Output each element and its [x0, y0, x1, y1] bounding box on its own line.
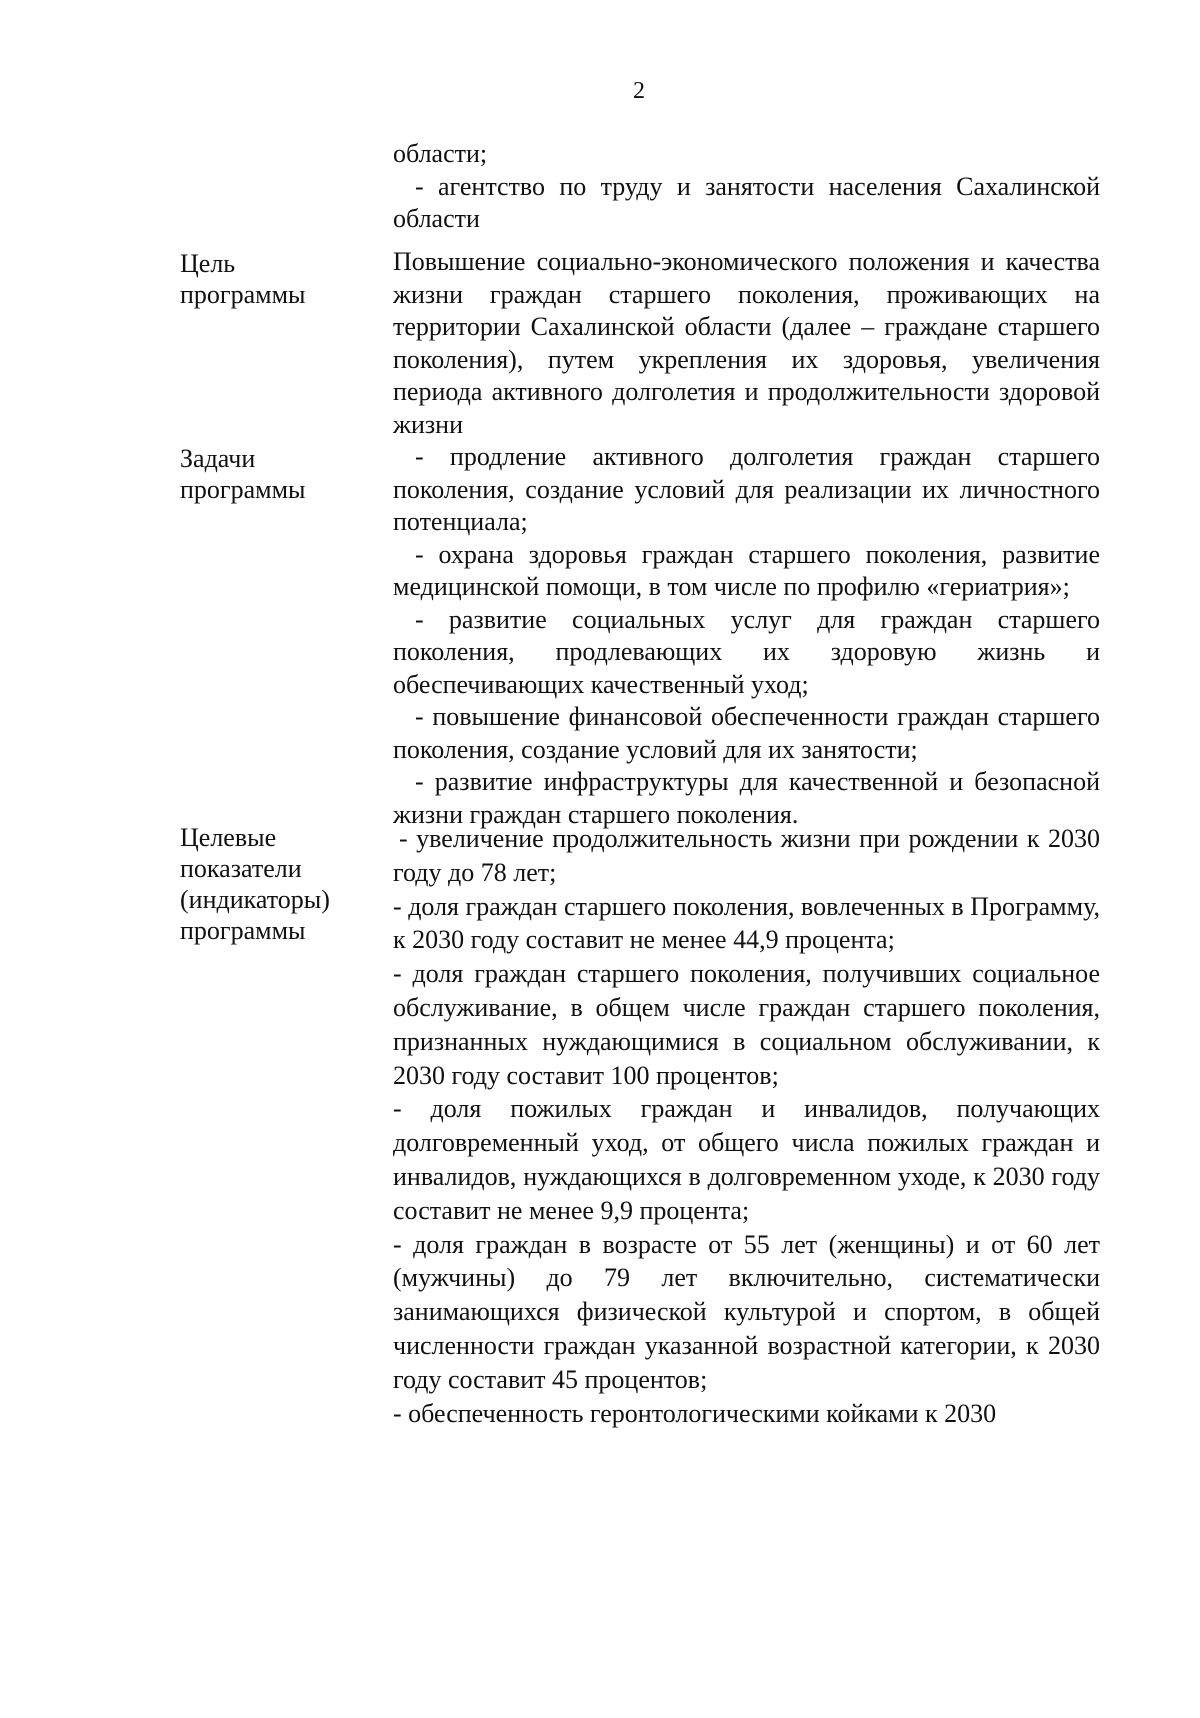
goal-paragraph: Повышение социально-экономического положения и качества жизни граждан старшего поколения, проживающих на территории Сахалинской области (далее – граждане старшего поколения), путем укрепления их здоровья, увеличения периода активного долголетия и продолжительности здоровой жизни [393, 247, 1100, 439]
task-item-2: - охрана здоровья граждан старшего поколения, развитие медицинской помощи, в том числе по профилю «гериатрия»; [393, 539, 1100, 601]
indicator-item-5: - доля граждан в возрасте от 55 лет (женщины) и от 60 лет (мужчины) до 79 лет включительно, систематически занимающихся физической культурой и спортом, в общей численности граждан указанной возрастной категории, к 2030 году составит 45 процентов; [393, 1229, 1100, 1394]
task-item-1: - продление активного долголетия граждан старшего поколения, создание условий для реализации их личностного потенциала; [393, 442, 1100, 536]
task-item-3: - развитие социальных услуг для граждан старшего поколения, продлевающих их здоровую жизнь и обеспечивающих качественный уход; [393, 604, 1100, 699]
indicator-item-2: - доля граждан старшего поколения, вовлеченных в Программу, к 2030 году составит не менее 44,9 процента; [393, 891, 1100, 955]
page-number: 2 [633, 78, 645, 104]
indicator-item-3: - доля граждан старшего поколения, получивших социальное обслуживание, в общем числе граждан старшего поколения, признанных нуждающимися в социальном обслуживании, к 2030 году составит 100 процентов; [393, 959, 1100, 1090]
task-item-5: - развитие инфраструктуры для качественной и безопасной жизни граждан старшего поколения. [393, 767, 1100, 829]
indicator-item-4: - доля пожилых граждан и инвалидов, получающих долговременный уход, от общего числа пожилых граждан и инвалидов, нуждающихся в долговременном уходе, к 2030 году составит не менее 9,9 процента; [393, 1094, 1100, 1225]
intro-line-1: области; [393, 139, 488, 168]
section-content-indicators [393, 822, 1100, 1430]
intro-line-2: - агентство по труду и занятости населения Сахалинской области [393, 171, 1100, 233]
section-content-goal [393, 246, 1100, 441]
section-label-goal: Цель программы [180, 249, 306, 309]
section-label-indicators: Целевые показатели (индикаторы) программы [180, 823, 330, 945]
section-label-tasks: Задачи программы [180, 444, 306, 504]
intro-content [393, 138, 1100, 236]
task-item-4: - повышение финансовой обеспеченности граждан старшего поколения, создание условий для их занятости; [393, 702, 1100, 764]
indicator-item-6: - обеспеченность геронтологическими койками к 2030 [393, 1398, 997, 1428]
section-content-tasks [393, 441, 1100, 831]
indicator-item-1: - увеличение продолжительность жизни при рождении к 2030 году до 78 лет; [393, 824, 1100, 887]
